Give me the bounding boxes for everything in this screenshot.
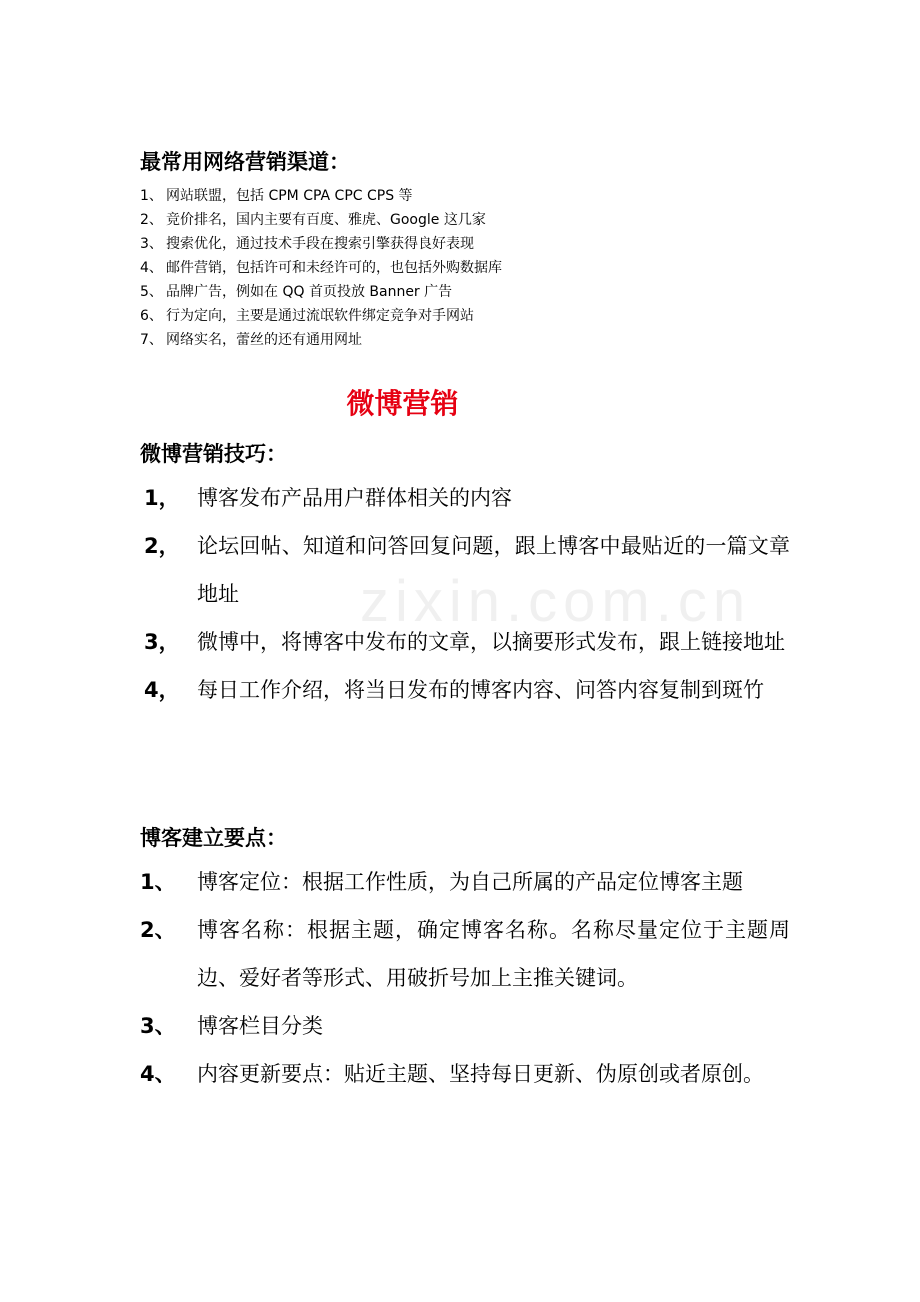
channels-list — [140, 184, 502, 352]
list-item: 4、 内容更新要点：贴近主题、坚持每日更新、伪原创或者原创。 — [140, 1062, 764, 1086]
weibo-tips-list — [140, 474, 790, 714]
weibo-tips-heading: 微博营销技巧： — [140, 442, 287, 466]
blog-heading: 博客建立要点： — [140, 826, 287, 850]
list-item: 1、 博客定位：根据工作性质，为自己所属的产品定位博客主题 — [140, 870, 743, 894]
list-item: 1， 博客发布产品用户群体相关的内容 — [144, 486, 512, 510]
weibo-title: 微博营销 — [346, 387, 459, 420]
list-item: 2， 论坛回帖、知道和问答回复问题，跟上博客中最贴近的一篇文章地址 — [144, 534, 790, 606]
channels-heading: 最常用网络营销渠道： — [140, 150, 350, 174]
list-item: 2、 竞价排名，国内主要有百度、雅虎、Google 这几家 — [140, 212, 486, 228]
list-item: 2、 博客名称：根据主题，确定博客名称。名称尽量定位于主题周边、爱好者等形式、用破折号加上主推关键词。 — [140, 918, 790, 990]
watermark: zixin.com.cn — [360, 569, 752, 634]
list-item: 1、 网站联盟，包括 CPM CPA CPC CPS 等 — [140, 188, 413, 204]
list-item: 3、 搜索优化，通过技术手段在搜索引擎获得良好表现 — [140, 236, 474, 252]
list-item: 4、 邮件营销，包括许可和未经许可的，也包括外购数据库 — [140, 260, 502, 276]
list-item: 6、 行为定向，主要是通过流氓软件绑定竞争对手网站 — [140, 308, 474, 324]
blog-list — [140, 858, 790, 1098]
list-item: 7、 网络实名，蕾丝的还有通用网址 — [140, 332, 362, 348]
list-item: 3， 微博中，将博客中发布的文章，以摘要形式发布，跟上链接地址 — [144, 630, 785, 654]
list-item: 5、 品牌广告，例如在 QQ 首页投放 Banner 广告 — [140, 284, 453, 300]
list-item: 4， 每日工作介绍，将当日发布的博客内容、问答内容复制到斑竹 — [144, 678, 764, 702]
list-item: 3、 博客栏目分类 — [140, 1014, 323, 1038]
